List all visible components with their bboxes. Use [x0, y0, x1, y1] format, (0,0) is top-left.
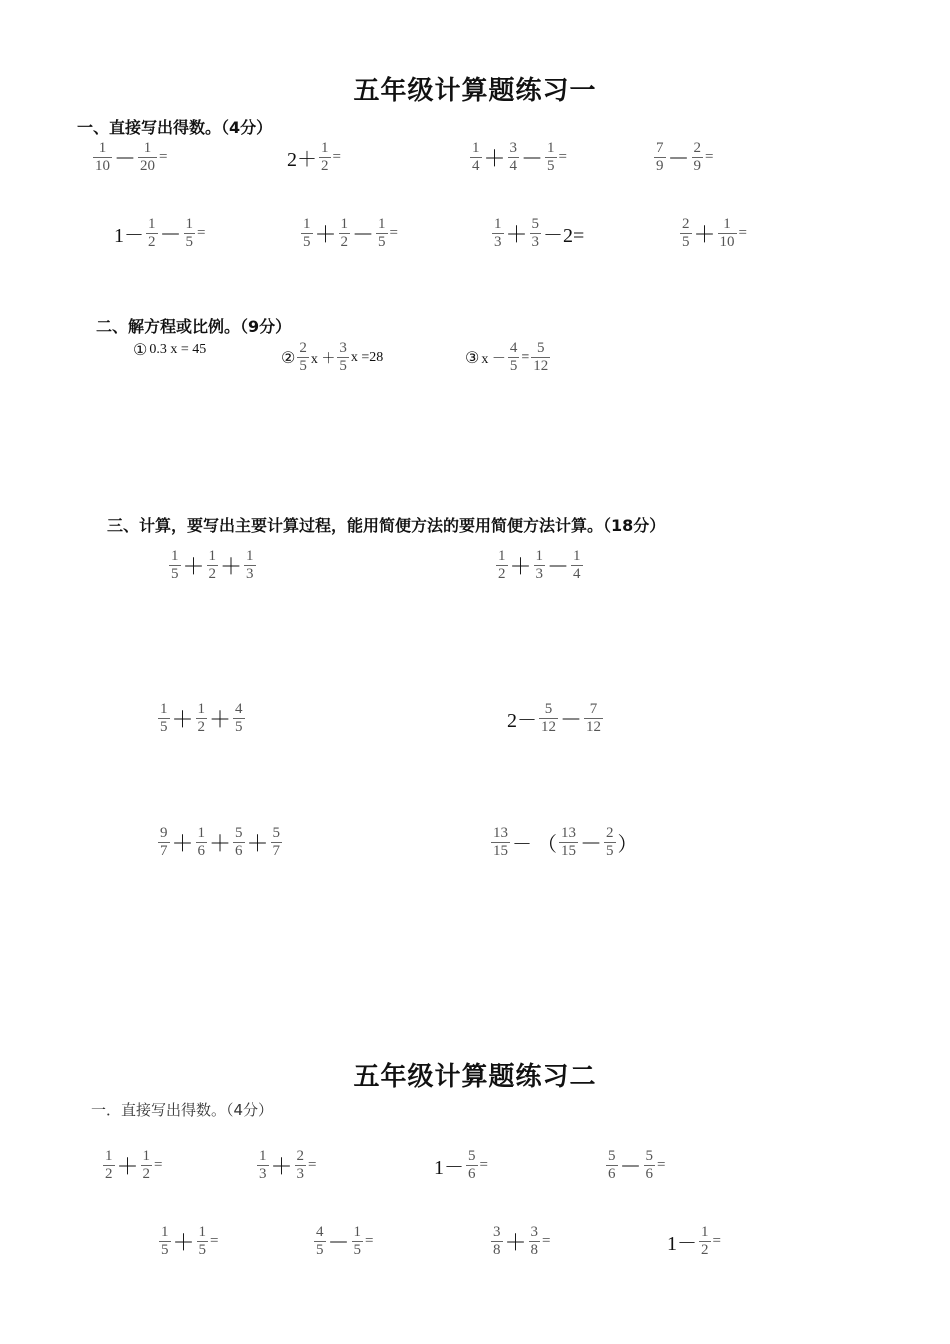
problem-1-7: [491, 216, 585, 251]
expression-text: 1－: [434, 1157, 464, 1179]
fraction: [534, 548, 546, 583]
title-practice-2: 五年级计算题练习二: [353, 1062, 597, 1092]
expression-text: x －: [481, 351, 506, 367]
denominator: 5: [509, 358, 518, 374]
numerator: 13: [561, 825, 576, 841]
denominator: 12: [533, 358, 549, 374]
numerator: 1: [547, 140, 555, 156]
fraction: [606, 1148, 618, 1183]
numerator: 3: [509, 140, 518, 156]
numerator: 1: [246, 548, 254, 564]
operator: ＋: [172, 1230, 195, 1255]
numerator: 1: [148, 216, 156, 232]
denominator: 5: [235, 719, 243, 735]
expression-text: 2＋: [287, 149, 317, 171]
fraction: [169, 548, 181, 583]
operator: －: [580, 831, 603, 856]
fraction: [297, 340, 309, 375]
denominator: 10: [95, 158, 110, 174]
fraction: [196, 701, 208, 736]
operator: ＋: [504, 1230, 527, 1255]
numerator: 5: [468, 1148, 476, 1164]
denominator: 5: [299, 358, 307, 374]
fraction: [496, 548, 508, 583]
fraction: [644, 1148, 656, 1183]
numerator: 7: [656, 140, 664, 156]
denominator: 6: [468, 1166, 476, 1182]
operator: ＋: [209, 707, 232, 732]
expression-text: ）: [617, 834, 638, 856]
fraction: [158, 825, 170, 860]
numerator: 1: [105, 1148, 113, 1164]
equals-sign: =: [210, 1233, 219, 1249]
operator: ＋: [270, 1154, 293, 1179]
denominator: 5: [185, 234, 194, 250]
expression-text: 0.3 x = 45: [149, 342, 207, 357]
numerator: 1: [197, 825, 206, 841]
operator: －: [521, 146, 544, 171]
fraction: [233, 701, 245, 736]
fraction: [492, 216, 504, 251]
numerator: 5: [608, 1148, 616, 1164]
expression-text: x =28: [350, 349, 384, 365]
denominator: 7: [272, 843, 281, 859]
section-1-heading: 一、直接写出得数。（4分）: [77, 118, 273, 137]
operator: ＋: [505, 222, 528, 247]
equals-sign: =: [705, 149, 714, 165]
fraction: [530, 216, 542, 251]
fraction: [508, 340, 520, 375]
equals-sign: =: [154, 1157, 163, 1173]
denominator: 3: [296, 1166, 305, 1182]
numerator: 1: [353, 1224, 362, 1240]
numerator: 1: [98, 140, 107, 156]
fraction: [559, 825, 578, 860]
fraction: [699, 1224, 711, 1259]
numerator: 3: [339, 340, 347, 356]
numerator: 1: [494, 216, 502, 232]
numerator: 5: [537, 340, 545, 356]
equation-3: [464, 340, 551, 375]
denominator: 5: [160, 719, 168, 735]
equation-number: ③: [465, 349, 480, 367]
denominator: 3: [246, 566, 254, 582]
numerator: 1: [321, 140, 329, 156]
operator: －: [327, 1230, 350, 1255]
numerator: 1: [161, 1224, 169, 1240]
equals-sign: =: [542, 1233, 551, 1249]
numerator: 2: [693, 140, 702, 156]
equation-number: ②: [281, 349, 296, 367]
numerator: 3: [530, 1224, 539, 1240]
numerator: 2: [296, 1148, 305, 1164]
calc-3: [157, 701, 246, 736]
fraction: [337, 340, 349, 375]
fraction: [138, 140, 157, 175]
numerator: 1: [498, 548, 506, 564]
section-3-heading: 三、计算，要写出主要计算过程，能用简便方法的要用简便方法计算。（18分）: [107, 516, 666, 535]
operator: －: [547, 554, 570, 579]
equals-sign: =: [332, 149, 341, 165]
denominator: 5: [682, 234, 690, 250]
numerator: 1: [259, 1148, 267, 1164]
operator: －: [352, 222, 375, 247]
fraction: [339, 216, 351, 251]
fraction: [295, 1148, 307, 1183]
denominator: 2: [142, 1166, 151, 1182]
fraction: [352, 1224, 364, 1259]
fraction: [692, 140, 704, 175]
fraction: [257, 1148, 269, 1183]
denominator: 6: [645, 1166, 654, 1182]
expression-text: 1－: [114, 225, 144, 247]
numerator: 1: [197, 701, 206, 717]
denominator: 2: [701, 1242, 709, 1258]
numerator: 1: [472, 140, 480, 156]
fraction: [319, 140, 331, 175]
denominator: 5: [378, 234, 386, 250]
fraction: [197, 1224, 209, 1259]
fraction: [491, 825, 510, 860]
problem-2-1: [102, 1148, 163, 1183]
fraction: [103, 1148, 115, 1183]
denominator: 2: [148, 234, 156, 250]
expression-text: =: [521, 349, 530, 365]
denominator: 6: [197, 843, 206, 859]
problem-1-6: [300, 216, 399, 251]
numerator: 1: [185, 216, 194, 232]
fraction: [93, 140, 112, 175]
denominator: 5: [198, 1242, 207, 1258]
operator: ＋: [220, 554, 243, 579]
fraction: [604, 825, 616, 860]
numerator: 1: [198, 1224, 207, 1240]
numerator: 1: [171, 548, 179, 564]
denominator: 2: [340, 234, 349, 250]
denominator: 2: [208, 566, 217, 582]
fraction: [545, 140, 557, 175]
numerator: 3: [493, 1224, 501, 1240]
fraction: [184, 216, 196, 251]
denominator: 5: [353, 1242, 362, 1258]
numerator: 13: [493, 825, 508, 841]
denominator: 3: [535, 566, 544, 582]
operator: ＋: [693, 222, 716, 247]
denominator: 5: [316, 1242, 324, 1258]
equals-sign: =: [657, 1157, 666, 1173]
denominator: 2: [321, 158, 329, 174]
title-practice-1: 五年级计算题练习一: [353, 76, 597, 106]
operator: ＋: [509, 554, 532, 579]
denominator: 4: [509, 158, 518, 174]
numerator: 4: [235, 701, 243, 717]
numerator: 4: [509, 340, 518, 356]
problem-2-4: [605, 1148, 666, 1183]
calc-1: [168, 548, 257, 583]
fraction: [207, 548, 219, 583]
numerator: 1: [143, 140, 152, 156]
numerator: 1: [303, 216, 311, 232]
fraction: [470, 140, 482, 175]
problem-1-1: [92, 140, 168, 175]
fraction: [584, 701, 603, 736]
numerator: 5: [645, 1148, 654, 1164]
problem-2-8: [666, 1224, 722, 1259]
operator: ＋: [483, 146, 506, 171]
operator: －: [560, 707, 583, 732]
operator: ＋: [116, 1154, 139, 1179]
expression-text: 2－: [507, 710, 537, 732]
denominator: 4: [573, 566, 581, 582]
equals-sign: =: [389, 225, 398, 241]
equals-sign: =: [365, 1233, 374, 1249]
problem-1-3: [469, 140, 568, 175]
numerator: 2: [606, 825, 614, 841]
denominator: 5: [171, 566, 179, 582]
denominator: 3: [259, 1166, 267, 1182]
fraction: [376, 216, 388, 251]
fraction: [718, 216, 737, 251]
numerator: 1: [340, 216, 349, 232]
numerator: 1: [701, 1224, 709, 1240]
numerator: 7: [589, 701, 598, 717]
fraction: [466, 1148, 478, 1183]
fraction: [654, 140, 666, 175]
calc-4: [506, 701, 604, 736]
denominator: 4: [472, 158, 480, 174]
problem-2-7: [490, 1224, 551, 1259]
problem-1-4: [653, 140, 714, 175]
fraction: [159, 1224, 171, 1259]
denominator: 8: [493, 1242, 501, 1258]
problem-1-8: [679, 216, 748, 251]
equals-sign: =: [159, 149, 168, 165]
fraction: [531, 340, 550, 375]
numerator: 1: [142, 1148, 151, 1164]
operator: ＋: [171, 831, 194, 856]
denominator: 5: [339, 358, 347, 374]
numerator: 1: [723, 216, 731, 232]
numerator: 1: [535, 548, 544, 564]
denominator: 3: [531, 234, 540, 250]
equals-sign: =: [558, 149, 567, 165]
numerator: 1: [208, 548, 217, 564]
numerator: 5: [544, 701, 553, 717]
denominator: 15: [561, 843, 576, 859]
fraction: [571, 548, 583, 583]
operator: －: [619, 1154, 642, 1179]
operator: ＋: [182, 554, 205, 579]
equals-sign: =: [479, 1157, 488, 1173]
numerator: 5: [531, 216, 540, 232]
denominator: 8: [530, 1242, 539, 1258]
calc-5: [157, 825, 283, 860]
expression-text: x ＋: [310, 351, 336, 367]
fraction: [680, 216, 692, 251]
fraction: [158, 701, 170, 736]
section-2-heading: 二、解方程或比例。（9分）: [96, 317, 292, 336]
denominator: 15: [493, 843, 508, 859]
numerator: 5: [235, 825, 243, 841]
equation-number: ①: [133, 342, 148, 359]
numerator: 2: [299, 340, 307, 356]
operator: －: [667, 146, 690, 171]
problem-2-2: [256, 1148, 317, 1183]
denominator: 7: [160, 843, 168, 859]
operator: －: [159, 222, 182, 247]
fraction: [233, 825, 245, 860]
fraction: [141, 1148, 153, 1183]
expression-text: －2=: [543, 225, 585, 247]
equation-1: [132, 340, 207, 360]
operator: ＋: [246, 831, 269, 856]
problem-2-6: [313, 1224, 374, 1259]
denominator: 12: [541, 719, 556, 735]
operator: ＋: [209, 831, 232, 856]
problem-1-5: [113, 216, 206, 251]
operator: ＋: [171, 707, 194, 732]
denominator: 20: [140, 158, 156, 174]
fraction: [244, 548, 256, 583]
operator: －: [114, 146, 137, 171]
denominator: 6: [235, 843, 243, 859]
denominator: 12: [586, 719, 602, 735]
denominator: 2: [197, 719, 206, 735]
problem-1-2: [286, 140, 342, 175]
fraction: [271, 825, 283, 860]
fraction: [146, 216, 158, 251]
equals-sign: =: [197, 225, 206, 241]
numerator: 1: [378, 216, 386, 232]
expression-text: － （: [512, 834, 557, 856]
numerator: 1: [160, 701, 168, 717]
fraction: [196, 825, 208, 860]
numerator: 2: [682, 216, 690, 232]
calc-2: [495, 548, 584, 583]
calc-6: [490, 825, 639, 860]
denominator: 5: [303, 234, 311, 250]
denominator: 5: [547, 158, 555, 174]
fraction: [508, 140, 520, 175]
numerator: 9: [160, 825, 168, 841]
denominator: 2: [498, 566, 506, 582]
fraction: [529, 1224, 541, 1259]
denominator: 3: [494, 234, 502, 250]
denominator: 6: [608, 1166, 616, 1182]
denominator: 9: [693, 158, 702, 174]
fraction: [539, 701, 558, 736]
numerator: 5: [272, 825, 281, 841]
problem-2-3: [433, 1148, 489, 1183]
denominator: 2: [105, 1166, 113, 1182]
denominator: 10: [719, 234, 735, 250]
numerator: 1: [573, 548, 581, 564]
denominator: 5: [161, 1242, 169, 1258]
equals-sign: =: [712, 1233, 721, 1249]
denominator: 9: [656, 158, 664, 174]
equation-2: [280, 340, 384, 375]
fraction: [301, 216, 313, 251]
equals-sign: =: [308, 1157, 317, 1173]
section-p2-1-heading: 一．直接写出得数。（4分）: [91, 1101, 274, 1119]
equals-sign: =: [738, 225, 747, 241]
fraction: [314, 1224, 326, 1259]
operator: ＋: [314, 222, 337, 247]
expression-text: 1－: [667, 1233, 697, 1255]
problem-2-5: [158, 1224, 219, 1259]
numerator: 4: [316, 1224, 324, 1240]
denominator: 5: [606, 843, 614, 859]
fraction: [491, 1224, 503, 1259]
